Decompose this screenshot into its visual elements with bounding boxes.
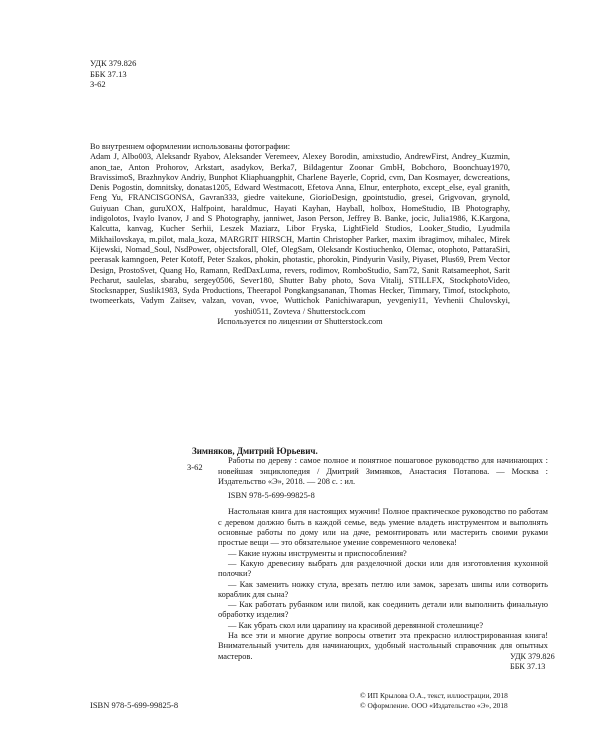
credits-names: Adam J, Albo003, Aleksandr Ryabov, Aleksander Veremeev, Alexey Borodin, amixstudio, AndrewFirst, Andrey_Kuzmin, anon_tae, Anton Prohorov, Arkstart, asadykov, Berka7, Bildagentur Zoonar GmbH, Bobchoro, Boonchuay1970, BravissimoS, Brazhnykov Andriy, Bunphot Kliaphuangphit, Charlene Bayerle, Coprid, cvm, Dan Kosmayer, dcwcreations, Denis Pogostin, domnitsky, donatas1205, Edward Westmacott, Efetova Anna, Elnur, enterphoto, except_else, eyal granith, Feng Yu, FRANCISGONSA, Gavran333, giedre vaitekune, GiorioDesign, gpointstudio, gresei, Grigvovan, grynold, Guiyuan Chan, guruXOX, Halfpoint, haraldmuc, Hayati Kayhan, Hayball, holbox, HomeStudio, IB Photography, indigolotos, Ivaylo Ivanov, J and S Photography, janniwet, Jason Person, Jeffrey B. Banke, jocic, Julia1986, K.Kargona, Kalcutta, kanvag, Kucher Serhii, Leszek Maziarz, Libor Fryska, LightField Studios, Looker_Studio, Lyudmila Mikhailovskaya, m.pilot, mala_koza, MARGRIT HIRSCH, Martin Christopher Parker, maxim ibragimov, mihalec, Mirek Kijewski, Nomad_Soul, NsdPower, objectsforall, Olef, OlegSam, Oleksandr Kostiuchenko, Olemac, otophoto, PattaraSiri, peerasak kamngoen, Peter Kotoff, Peter Szakos, phokin, photastic, phorokin, Pindyurin Vasily, Piyaset, Plus69, Prem Vector Design, ProstoSvet, Quang Ho, Ramann, RedDaxLuma, revers, rodimov, RomboStudio, Sam72, Sanit Ratsameephot, Sarit Pecharut, saulelas, sbarabu, sergey0506, Sever180, Shutter Baby photo, Sova Vitalij, STILLFX, StockphotoVideo, Stocksnapper, Suslik1983, Syda Productions, Theerapol Pongkangsananan, Thomas Hecker, Timmary, Timof, tstockphoto, twomeerkats, Vadym Zaitsev, valzan, vovan, vvoe, Wuttichok Panichiwarapun, yevgeniy11, Yevhenii Chulovskyi, yoshi0511, Zovteva / Shutterstock.com xyxy=(90,152,510,316)
abstract-question: — Какую древесину выбрать для разделочной доски или для изготовления кухонной полочки? xyxy=(218,558,548,579)
card-bbk-code: ББК 37.13 xyxy=(510,662,546,671)
card-title: Работы по дереву : самое полное и понятное пошаговое руководство для начинающих : новейшая энциклопедия / Дмитрий Зимняков, Анастасия Потапова. — Москва : Издательство «Э», 2018. — 208 с. : ил. xyxy=(218,456,548,486)
abstract-paragraph: Настольная книга для настоящих мужчин! Полное практическое руководство по работам с деревом должно быть в каждой семье, ведь умение владеть инструментом и выполнять основные работы по дому или на даче, ремонтировать или мастерить своими руками простые вещи — это обязательное умение современного человека! xyxy=(218,507,548,548)
abstract-paragraph: На все эти и многие другие вопросы ответит эта прекрасно иллюстрированная книга! Внимательный учитель для начинающих, удобный настольный справочник для опытных мастеров. xyxy=(218,631,548,661)
copyright-line: © ИП Крылова О.А., текст, иллюстрации, 2018 xyxy=(360,691,508,700)
classification-block xyxy=(90,58,136,90)
abstract-question: — Как заменить ножку стула, врезать петлю или замок, зарезать шипы или сотворить кораблик для сына? xyxy=(218,579,548,599)
abstract-question: — Как работать рубанком или пилой, как соединить детали или выполнить финальную обработку изделия? xyxy=(218,600,548,620)
card-isbn: ISBN 978-5-699-99825-8 xyxy=(228,491,315,501)
card-udk-code: УДК 379.826 xyxy=(510,652,555,661)
footer-isbn: ISBN 978-5-699-99825-8 xyxy=(90,700,179,710)
copyright-block xyxy=(360,691,560,710)
card-abstract xyxy=(218,507,548,661)
udk-code: УДК 379.826 xyxy=(90,58,137,68)
credits-license: Используется по лицензии от Shutterstock.com xyxy=(217,317,383,327)
card-author: Зимняков, Дмитрий Юрьевич. xyxy=(192,446,318,456)
abstract-question: — Какие нужны инструменты и приспособления? xyxy=(228,548,407,558)
card-classification xyxy=(510,652,555,672)
bbk-code: ББК 37.13 xyxy=(90,68,127,79)
copyright-line: © Оформление. ООО «Издательство «Э», 2018 xyxy=(360,700,508,710)
credits-intro: Во внутреннем оформлении использованы фотографии: xyxy=(90,142,291,151)
author-mark: З-62 xyxy=(90,79,106,89)
card-author-mark: З-62 xyxy=(187,462,203,472)
abstract-question: — Как убрать скол или царапину на красивой деревянной столешнице? xyxy=(228,620,484,630)
photo-credits xyxy=(90,142,510,327)
